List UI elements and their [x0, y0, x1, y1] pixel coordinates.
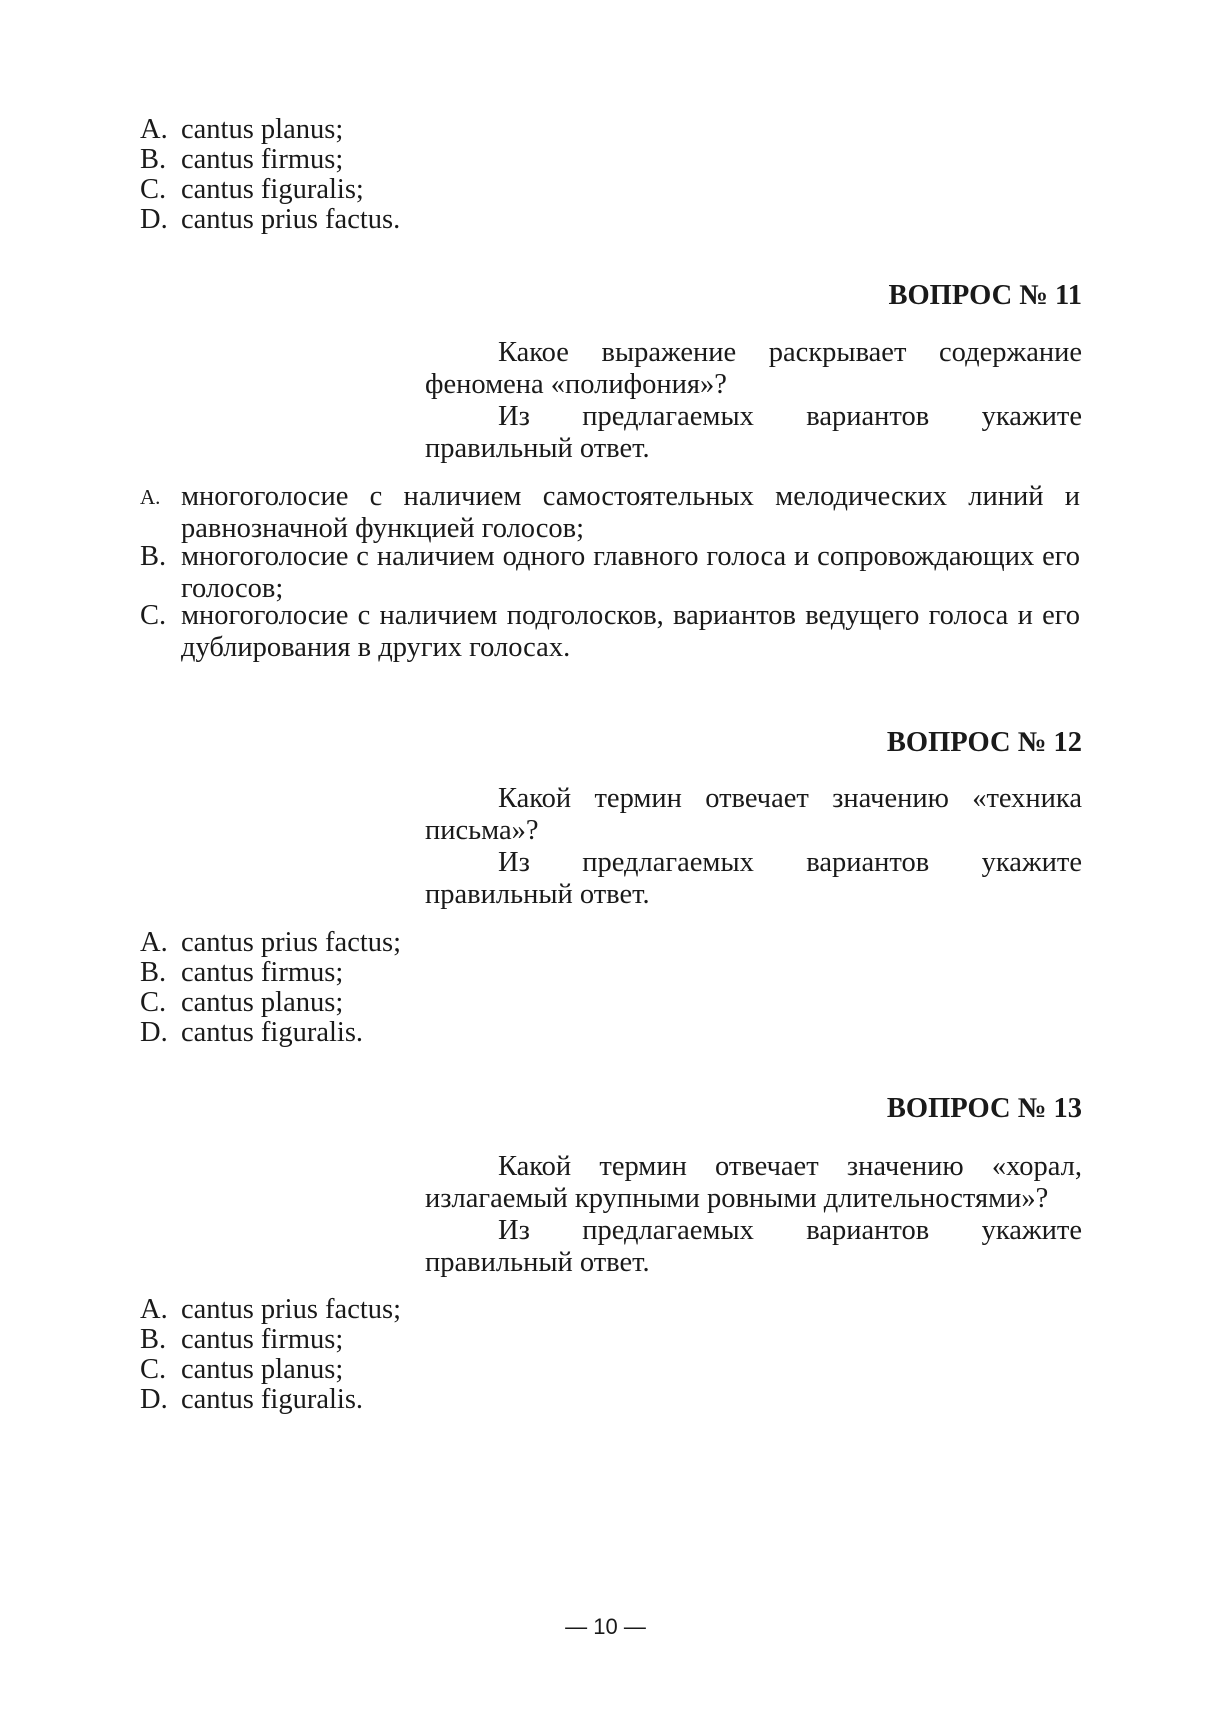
option-c: C. cantus figuralis; [140, 174, 364, 205]
question-12-title: ВОПРОС № 12 [886, 727, 1082, 758]
question-11-text [425, 337, 1082, 465]
question-12-prompt: Какой термин отвечает значению «техника письма»? [425, 783, 1082, 846]
question-13-text [425, 1151, 1082, 1279]
question-12-option-b: B. cantus firmus; [140, 957, 344, 988]
question-12-option-a: A. cantus prius factus; [140, 927, 402, 958]
question-11-option-a: A. многоголосие с наличием самостоятельных мелодических линий и равнозначной функцией голосов; [140, 481, 1080, 544]
question-13-option-d: D. cantus figuralis. [140, 1384, 364, 1415]
option-d: D. cantus prius factus. [140, 204, 401, 235]
question-13-option-a: A. cantus prius factus; [140, 1294, 402, 1325]
question-12-option-c: C. cantus planus; [140, 987, 344, 1018]
question-12-text [425, 783, 1082, 911]
question-13-prompt: Какой термин отвечает значению «хорал, излагаемый крупными ровными длительностями»? [425, 1151, 1082, 1214]
question-12-option-d: D. cantus figuralis. [140, 1017, 364, 1048]
question-11-prompt: Какое выражение раскрывает содержание феномена «полифония»? [425, 337, 1082, 400]
question-13-option-b: B. cantus firmus; [140, 1324, 344, 1355]
question-11-title: ВОПРОС № 11 [888, 280, 1082, 311]
option-b: B. cantus firmus; [140, 144, 344, 175]
question-12-instruction: Из предлагаемых вариантов укажите правильный ответ. [425, 847, 1082, 910]
question-11-option-b: B. многоголосие с наличием одного главного голоса и сопровождающих его голосов; [140, 541, 1080, 604]
question-13-option-c: C. cantus planus; [140, 1354, 344, 1385]
option-a: A. cantus planus; [140, 114, 344, 145]
question-11-option-c: C. многоголосие с наличием подголосков, вариантов ведущего голоса и его дублирования в других голосах. [140, 600, 1080, 663]
page-number: — 10 — [565, 1614, 646, 1639]
question-11-instruction: Из предлагаемых вариантов укажите правильный ответ. [425, 401, 1082, 464]
question-13-instruction: Из предлагаемых вариантов укажите правильный ответ. [425, 1215, 1082, 1278]
question-13-title: ВОПРОС № 13 [886, 1093, 1082, 1124]
